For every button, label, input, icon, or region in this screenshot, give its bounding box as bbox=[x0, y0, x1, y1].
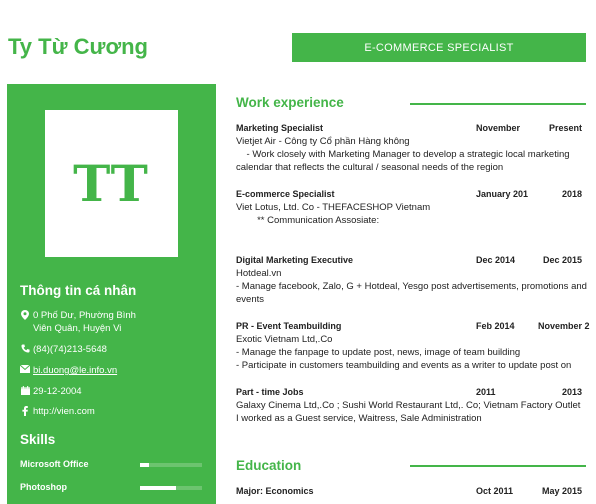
position-title: E-COMMERCE SPECIALIST bbox=[364, 41, 514, 54]
education-end-date: May 2015 bbox=[541, 486, 582, 496]
job-company: Vietjet Air - Công ty Cổ phần Hàng không bbox=[236, 136, 410, 147]
sidebar bbox=[7, 84, 216, 504]
education-start-date: Oct 2011 bbox=[476, 486, 514, 496]
job-description-line: - Participate in customers teambuilding and events as a writer to update post on bbox=[236, 360, 572, 371]
email-link[interactable]: bi.duong@le.info.vn bbox=[33, 365, 118, 376]
skill-level-fill bbox=[140, 463, 149, 467]
work-experience-heading: Work experience bbox=[236, 95, 344, 110]
birthday: 29-12-2004 bbox=[33, 386, 82, 397]
job-entry bbox=[236, 188, 582, 227]
job-title: Marketing Specialist bbox=[236, 123, 324, 133]
avatar-initials: TT bbox=[73, 154, 150, 213]
job-description-line: ** Communication Assosiate: bbox=[236, 215, 380, 226]
phone-number: (84)(74)213-5648 bbox=[33, 344, 107, 355]
skill-row bbox=[20, 458, 210, 472]
calendar-icon bbox=[18, 385, 32, 395]
education-heading: Education bbox=[236, 458, 302, 473]
job-company: Viet Lotus, Ltd. Co - THEFACESHOP Vietnam bbox=[236, 202, 431, 213]
job-end-date: November 2 bbox=[538, 321, 590, 331]
job-title: PR - Event Teambuilding bbox=[236, 321, 342, 331]
job-entry bbox=[236, 122, 582, 174]
birthday-row bbox=[18, 385, 82, 398]
skill-level-bar bbox=[140, 486, 202, 490]
section-divider bbox=[410, 465, 586, 467]
job-company: Galaxy Cinema Ltd,.Co ; Sushi World Restaurant Ltd,. Co; Vietnam Factory Outlet bbox=[236, 400, 581, 411]
job-start-date: November bbox=[476, 123, 521, 133]
address-line-2: Viên Quân, Huyện Vi bbox=[33, 323, 122, 334]
job-end-date: Present bbox=[548, 123, 582, 133]
section-divider bbox=[410, 103, 586, 105]
candidate-name: Ty Từ Cương bbox=[8, 34, 148, 59]
job-company: Hotdeal.vn bbox=[236, 268, 282, 279]
phone-row bbox=[18, 343, 107, 356]
website-link[interactable]: http://vien.com bbox=[33, 406, 95, 417]
website-row bbox=[18, 405, 95, 418]
job-title: Digital Marketing Executive bbox=[236, 255, 354, 265]
job-start-date: Dec 2014 bbox=[476, 255, 516, 265]
job-start-date: Feb 2014 bbox=[476, 321, 515, 331]
avatar bbox=[45, 110, 178, 257]
job-description-line: I worked as a Guest service, Waitress, Sale Administration bbox=[236, 413, 482, 424]
skill-level-bar bbox=[140, 463, 202, 467]
education-title: Major: Economics bbox=[236, 486, 314, 496]
job-title: E-commerce Specialist bbox=[236, 189, 335, 199]
job-entry bbox=[236, 386, 582, 425]
facebook-icon bbox=[18, 405, 32, 416]
job-description-line: - Manage facebook, Zalo, G + Hotdeal, Yesgo post advertisements, promotions and bbox=[236, 281, 587, 292]
skill-level-fill bbox=[140, 486, 176, 490]
job-title: Part - time Jobs bbox=[236, 387, 304, 397]
job-description-line: - Manage the fanpage to update post, news, image of team building bbox=[236, 347, 521, 358]
job-start-date: January 201 bbox=[476, 189, 529, 199]
skill-name: Photoshop bbox=[20, 482, 67, 492]
skill-row bbox=[20, 481, 210, 495]
location-pin-icon bbox=[18, 309, 32, 320]
personal-info-heading: Thông tin cá nhân bbox=[20, 283, 137, 298]
education-entry bbox=[236, 485, 582, 498]
job-company: Exotic Vietnam Ltd,.Co bbox=[236, 334, 333, 345]
address-line-1: 0 Phố Dư, Phường Bình bbox=[33, 310, 136, 321]
job-entry bbox=[236, 254, 587, 306]
job-end-date: 2018 bbox=[561, 189, 582, 199]
phone-icon bbox=[18, 343, 32, 353]
address-row bbox=[18, 309, 136, 335]
job-description-line: calendar that reflects the cultural / seasonal needs of the region bbox=[236, 162, 504, 173]
job-end-date: 2013 bbox=[561, 387, 582, 397]
job-entry bbox=[236, 320, 590, 372]
job-description-line: events bbox=[236, 294, 264, 305]
skills-heading: Skills bbox=[20, 432, 56, 447]
job-description-line: - Work closely with Marketing Manager to develop a strategic local marketing bbox=[236, 149, 570, 160]
email-icon bbox=[18, 364, 32, 373]
job-end-date: Dec 2015 bbox=[542, 255, 582, 265]
skill-name: Microsoft Office bbox=[20, 459, 89, 469]
email-row bbox=[18, 364, 117, 377]
job-start-date: 2011 bbox=[476, 387, 496, 397]
position-title-banner bbox=[292, 33, 586, 62]
